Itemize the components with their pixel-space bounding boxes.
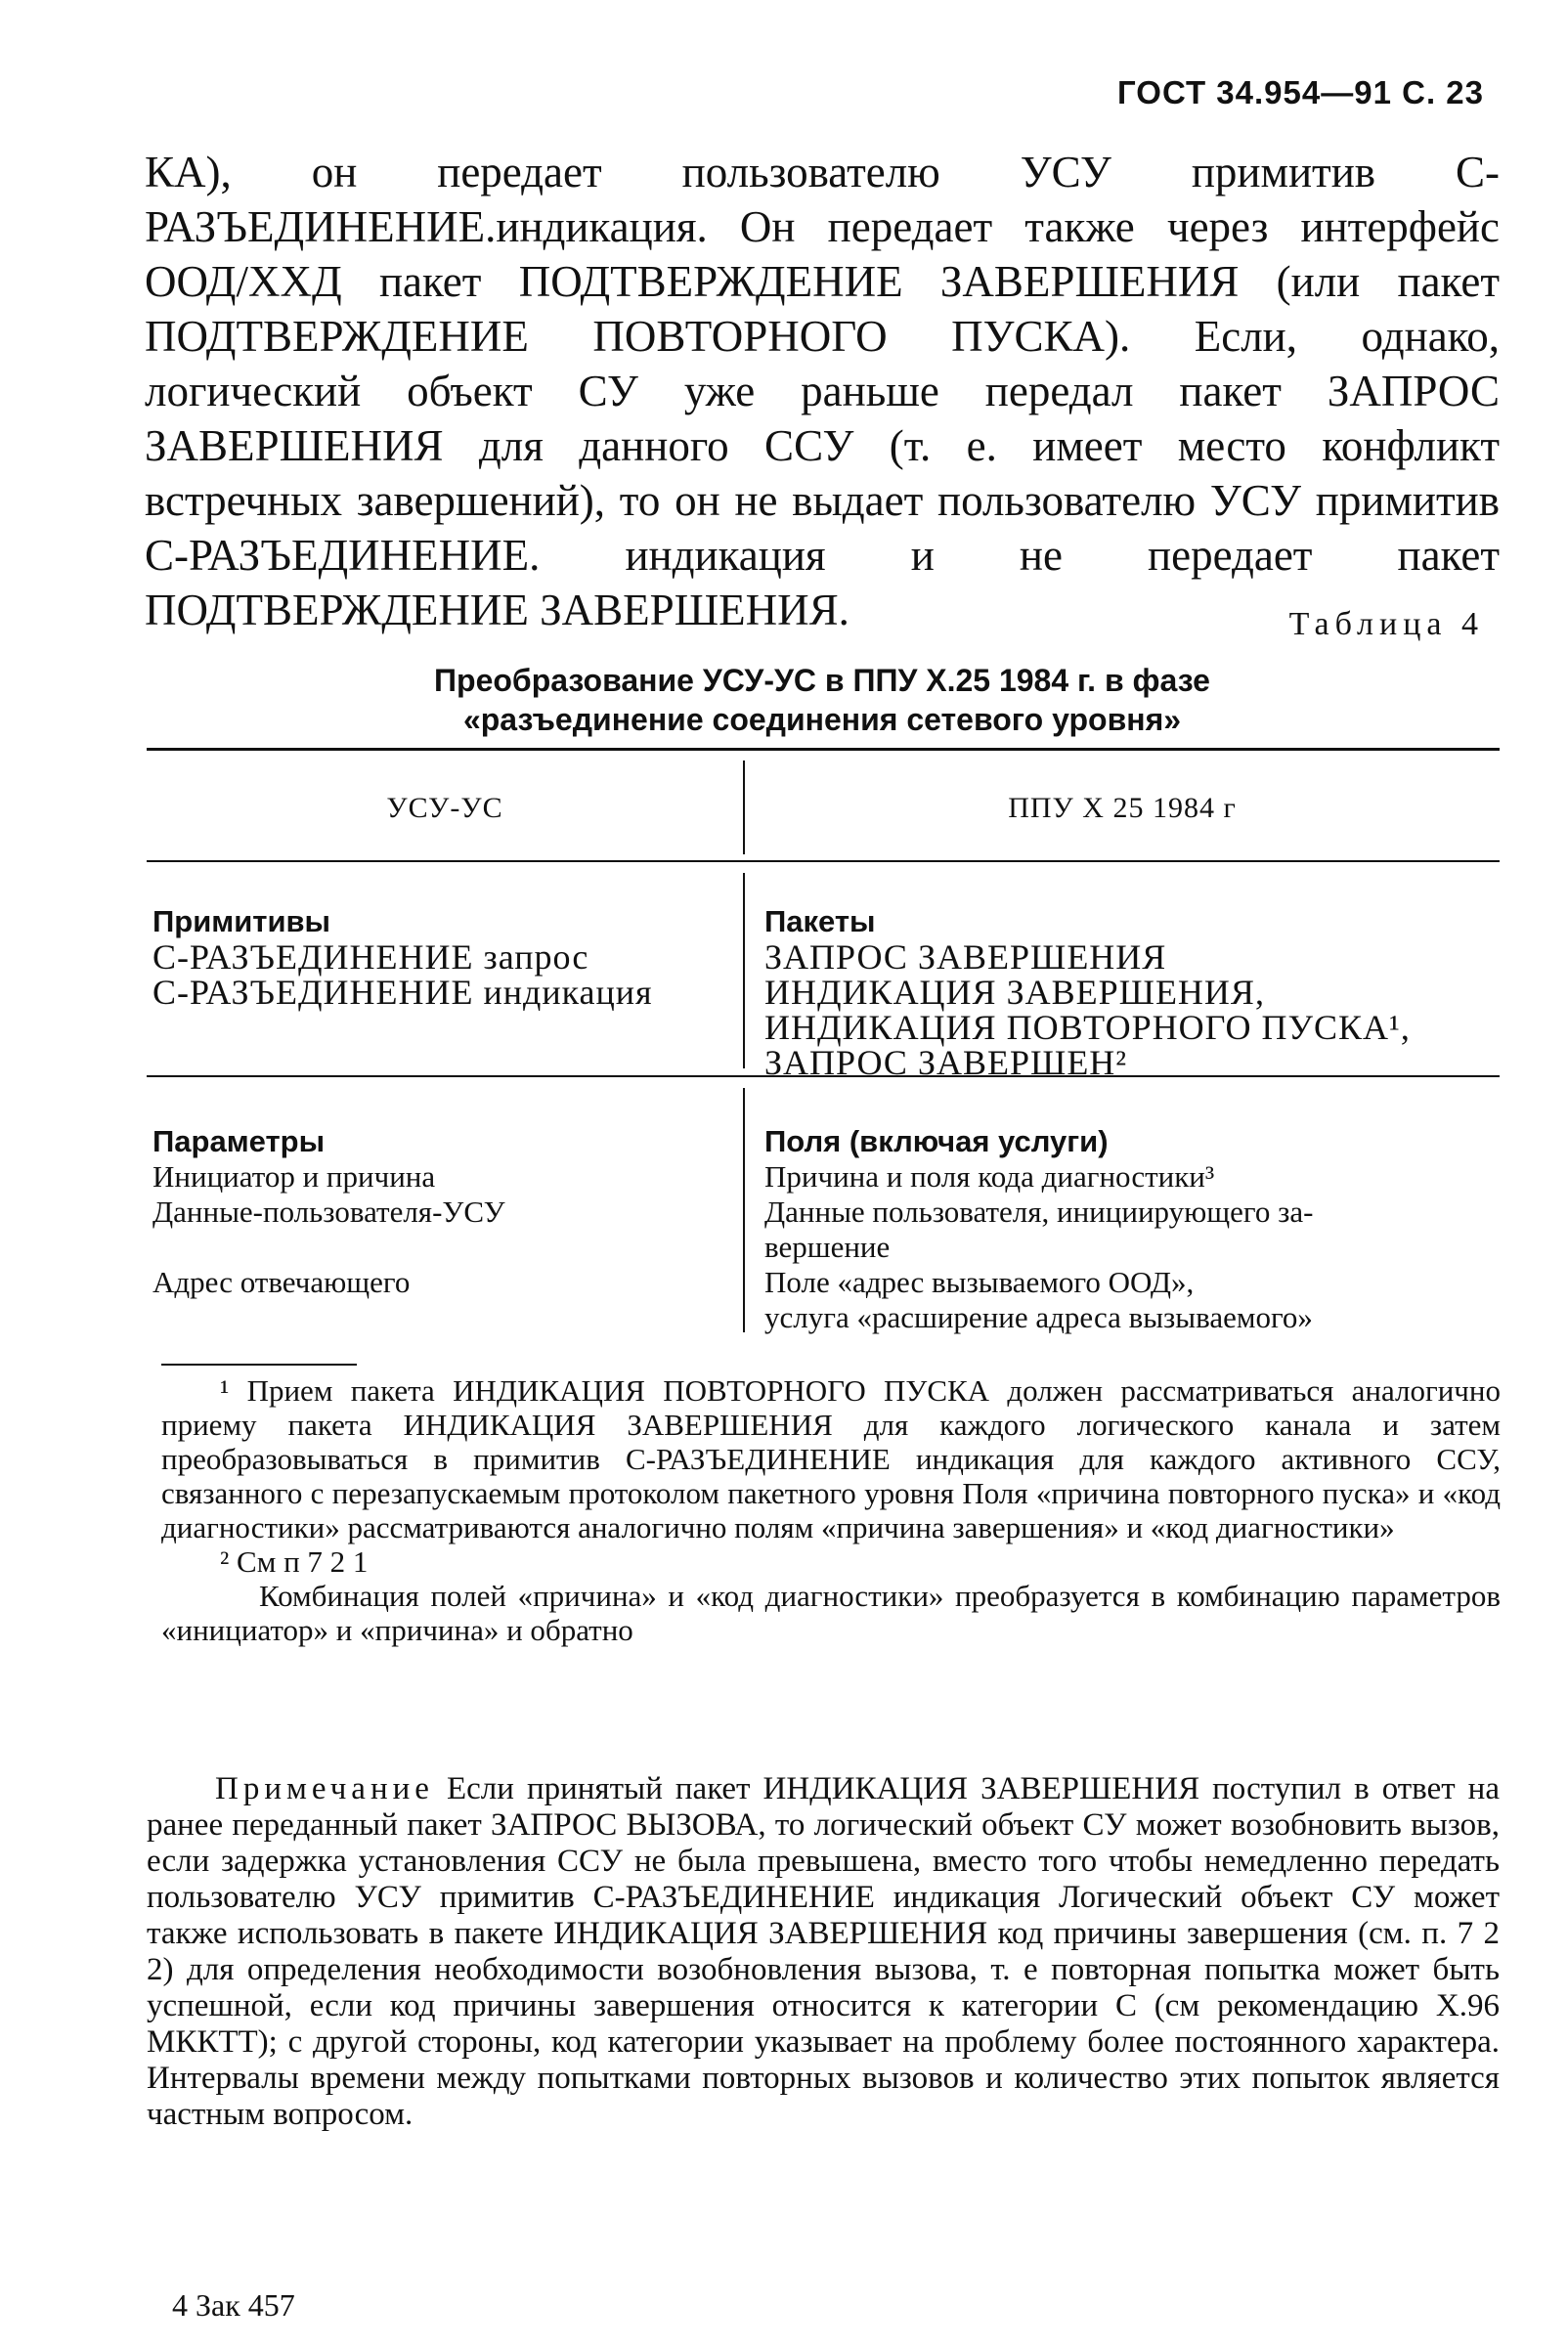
intro-text: КА), он передает пользователю УСУ примитив С-РАЗЪЕДИНЕНИЕ.индикация. Он передает также через интерфейс ООД/ХХД пакет ПОДТВЕРЖДЕНИЕ ЗАВЕРШЕНИЯ (или пакет ПОДТВЕРЖДЕНИЕ ПОВТОРНОГО ПУСКА). Если, однако, логический объект СУ уже раньше передал пакет ЗАПРОС ЗАВЕРШЕНИЯ для данного ССУ (т. е. имеет место конфликт встречных завершений), то он не выдает пользователю УСУ примитив С-РАЗЪЕДИНЕНИЕ. индикация и не передает пакет ПОДТВЕРЖДЕНИЕ ЗАВЕРШЕНИЯ. bbox=[145, 148, 1500, 634]
running-head: ГОСТ 34.954—91 С. 23 bbox=[1117, 74, 1484, 110]
footnote-1: ¹ Прием пакета ИНДИКАЦИЯ ПОВТОРНОГО ПУСКА должен рассматриваться аналогично приему пакета ИНДИКАЦИЯ ЗАВЕРШЕНИЯ для каждого логического канала и затем преобразовываться в примитив С-РАЗЪЕДИНЕНИЕ индикация для каждого активного ССУ, связанного с перезапускаемым протоколом пакетного уровня Поля «причина повторного пуска» и «код диагностики» рассматриваются аналогично полям «причина завершения» и «код диагностики» bbox=[161, 1373, 1501, 1544]
footnote-rule bbox=[161, 1364, 357, 1366]
footnotes bbox=[161, 1373, 1501, 1647]
row1-right-line: ЗАПРОС ЗАВЕРШЕНИЯ bbox=[764, 937, 1167, 977]
table-header-right: ППУ Х 25 1984 г bbox=[1008, 792, 1237, 824]
footnote-2: ² См п 7 2 1 bbox=[220, 1544, 369, 1579]
row2-right-line: Поле «адрес вызываемого ООД», bbox=[764, 1265, 1195, 1299]
table-top-rule bbox=[147, 748, 1500, 751]
row2-right-line: услуга «расширение адреса вызываемого» bbox=[764, 1300, 1313, 1334]
table-title-line-2: «разъединение соединения сетевого уровня» bbox=[462, 702, 1182, 737]
row1-right-heading: Пакеты bbox=[764, 904, 876, 938]
table-row1-left bbox=[152, 904, 653, 1010]
table-divider-row1 bbox=[743, 873, 745, 1068]
note-lead: Примечание bbox=[215, 1771, 434, 1806]
row1-left-line: С-РАЗЪЕДИНЕНИЕ индикация bbox=[152, 973, 653, 1012]
row2-right-line: Данные пользователя, инициирующего за- bbox=[764, 1195, 1314, 1229]
row1-left-heading: Примитивы bbox=[152, 904, 331, 938]
table-title-line-1: Преобразование УСУ-УС в ППУ Х.25 1984 г. в фазе bbox=[434, 663, 1210, 698]
row2-right-line: вершение bbox=[764, 1230, 891, 1264]
page-footer: 4 Зак 457 bbox=[172, 2287, 295, 2323]
note-text: Если принятый пакет ИНДИКАЦИЯ ЗАВЕРШЕНИЯ поступил в ответ на ранее переданный пакет ЗАПРОС ВЫЗОВА, то логический объект СУ может возобновить вызов, если задержка установления ССУ не была превышена, вместо того чтобы немедленно передать пользователю УСУ примитив С-РАЗЪЕДИНЕНИЕ индикация Логический объект СУ может также использовать в пакете ИНДИКАЦИЯ ЗАВЕРШЕНИЯ код причины завершения (см. п. 7 2 2) для определения необходимости возобновления вызова, т. е повторная попытка может быть успешной, если код причины завершения относится к категории С (см рекомендацию Х.96 МККТТ); с другой стороны, код категории указывает на проблему более постоянного характера. Интервалы времени между попытками повторных вызовов и количество этих попыток является частным вопросом. bbox=[147, 1771, 1500, 2132]
table-title bbox=[145, 661, 1500, 739]
row1-right-line: ЗАПРОС ЗАВЕРШЕН² bbox=[764, 1043, 1128, 1082]
note-paragraph bbox=[147, 1771, 1500, 2133]
intro-paragraph bbox=[145, 145, 1500, 637]
table-row2-right bbox=[764, 1124, 1313, 1335]
row2-right-line: Причина и поля кода диагностики³ bbox=[764, 1159, 1215, 1194]
table-row1-right bbox=[764, 904, 1411, 1080]
row2-left-line: Данные-пользователя-УСУ bbox=[152, 1195, 505, 1229]
row1-right-line: ИНДИКАЦИЯ ЗАВЕРШЕНИЯ, bbox=[764, 973, 1265, 1012]
row2-left-heading: Параметры bbox=[152, 1124, 326, 1158]
row1-right-line: ИНДИКАЦИЯ ПОВТОРНОГО ПУСКА¹, bbox=[764, 1008, 1411, 1047]
table-header-rule bbox=[147, 860, 1500, 862]
table-number: Таблица 4 bbox=[1288, 606, 1484, 642]
table-header-left: УСУ-УС bbox=[386, 792, 503, 824]
table-row2-left bbox=[152, 1124, 505, 1300]
row2-right-heading: Поля (включая услуги) bbox=[764, 1124, 1109, 1158]
row1-left-line: С-РАЗЪЕДИНЕНИЕ запрос bbox=[152, 937, 589, 977]
row2-left-line: Адрес отвечающего bbox=[152, 1265, 411, 1299]
footnote-3: Комбинация полей «причина» и «код диагностики» преобразуется в комбинацию параметров «инициатор» и «причина» и обратно bbox=[161, 1579, 1501, 1647]
row2-left-line: Инициатор и причина bbox=[152, 1159, 436, 1194]
table-divider-row2 bbox=[743, 1088, 745, 1332]
